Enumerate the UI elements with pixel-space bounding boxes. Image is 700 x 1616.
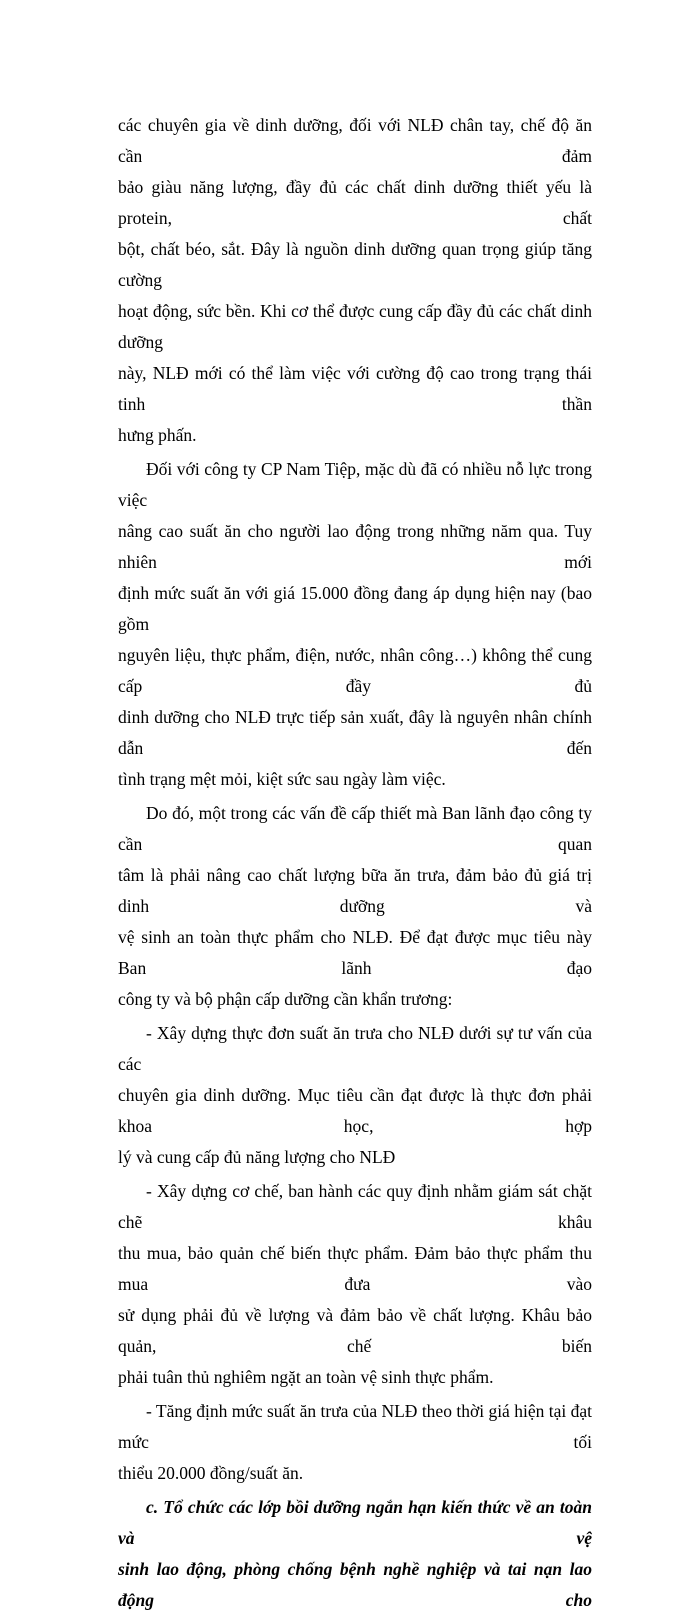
text-line: - Tăng định mức suất ăn trưa của NLĐ theo thời giá hiện tại đạt mức tối [118,1401,592,1452]
text-line: thu mua, bảo quản chế biến thực phẩm. Đảm bảo thực phẩm thu mua đưa vào [118,1243,592,1294]
text-line: thiểu 20.000 đồng/suất ăn. [118,1463,304,1483]
text-line: hoạt động, sức bền. Khi cơ thể được cung cấp đầy đủ các chất dinh dưỡng [118,301,592,352]
text-line: công ty và bộ phận cấp dưỡng cần khẩn trương: [118,989,453,1009]
text-line: nâng cao suất ăn cho người lao động trong những năm qua. Tuy nhiên mới [118,521,592,572]
text-line: chuyên gia dinh dưỡng. Mục tiêu cần đạt được là thực đơn phải khoa học, hợp [118,1085,592,1136]
text-line: Đối với công ty CP Nam Tiệp, mặc dù đã có nhiều nỗ lực trong việc [118,459,592,510]
list-item-menu [118,1018,592,1173]
text-line: hưng phấn. [118,425,197,445]
text-line: dinh dưỡng cho NLĐ trực tiếp sản xuất, đây là nguyên nhân chính dẫn đến [118,707,592,758]
paragraph-nutrition-intro [118,110,592,451]
text-line: tâm là phải nâng cao chất lượng bữa ăn trưa, đảm bảo đủ giá trị dinh dưỡng và [118,865,592,916]
paragraph-company-situation [118,454,592,795]
text-column [118,110,592,1616]
text-line: nguyên liệu, thực phẩm, điện, nước, nhân công…) không thể cung cấp đầy đủ [118,645,592,696]
text-line: sử dụng phải đủ về lượng và đảm bảo về chất lượng. Khâu bảo quản, chế biến [118,1305,592,1356]
text-line: phải tuân thủ nghiêm ngặt an toàn vệ sinh thực phẩm. [118,1367,494,1387]
list-item-supervision [118,1176,592,1393]
text-line: - Xây dựng thực đơn suất ăn trưa cho NLĐ dưới sự tư vấn của các [118,1023,592,1074]
text-line: này, NLĐ mới có thể làm việc với cường độ cao trong trạng thái tinh thần [118,363,592,414]
text-line: các chuyên gia về dinh dưỡng, đối với NLĐ chân tay, chế độ ăn cần đảm [118,115,592,166]
text-line: định mức suất ăn với giá 15.000 đồng đang áp dụng hiện nay (bao gồm [118,583,592,634]
heading-line: sinh lao động, phòng chống bệnh nghề nghiệp và tai nạn lao động cho [118,1559,592,1610]
text-line: bảo giàu năng lượng, đầy đủ các chất dinh dưỡng thiết yếu là protein, chất [118,177,592,228]
text-line: vệ sinh an toàn thực phẩm cho NLĐ. Để đạt được mục tiêu này Ban lãnh đạo [118,927,592,978]
text-line: lý và cung cấp đủ năng lượng cho NLĐ [118,1147,396,1167]
text-line: bột, chất béo, sắt. Đây là nguồn dinh dưỡng quan trọng giúp tăng cường [118,239,592,290]
paragraph-urgent-issue [118,798,592,1015]
heading-line: c. Tổ chức các lớp bồi dưỡng ngắn hạn kiến thức về an toàn và vệ [118,1497,592,1548]
text-line: tình trạng mệt mỏi, kiệt sức sau ngày làm việc. [118,769,446,789]
list-item-meal-allowance [118,1396,592,1489]
section-heading [118,1492,592,1616]
text-line: Do đó, một trong các vấn đề cấp thiết mà Ban lãnh đạo công ty cần quan [118,803,592,854]
text-line: - Xây dựng cơ chế, ban hành các quy định nhằm giám sát chặt chẽ khâu [118,1181,592,1232]
